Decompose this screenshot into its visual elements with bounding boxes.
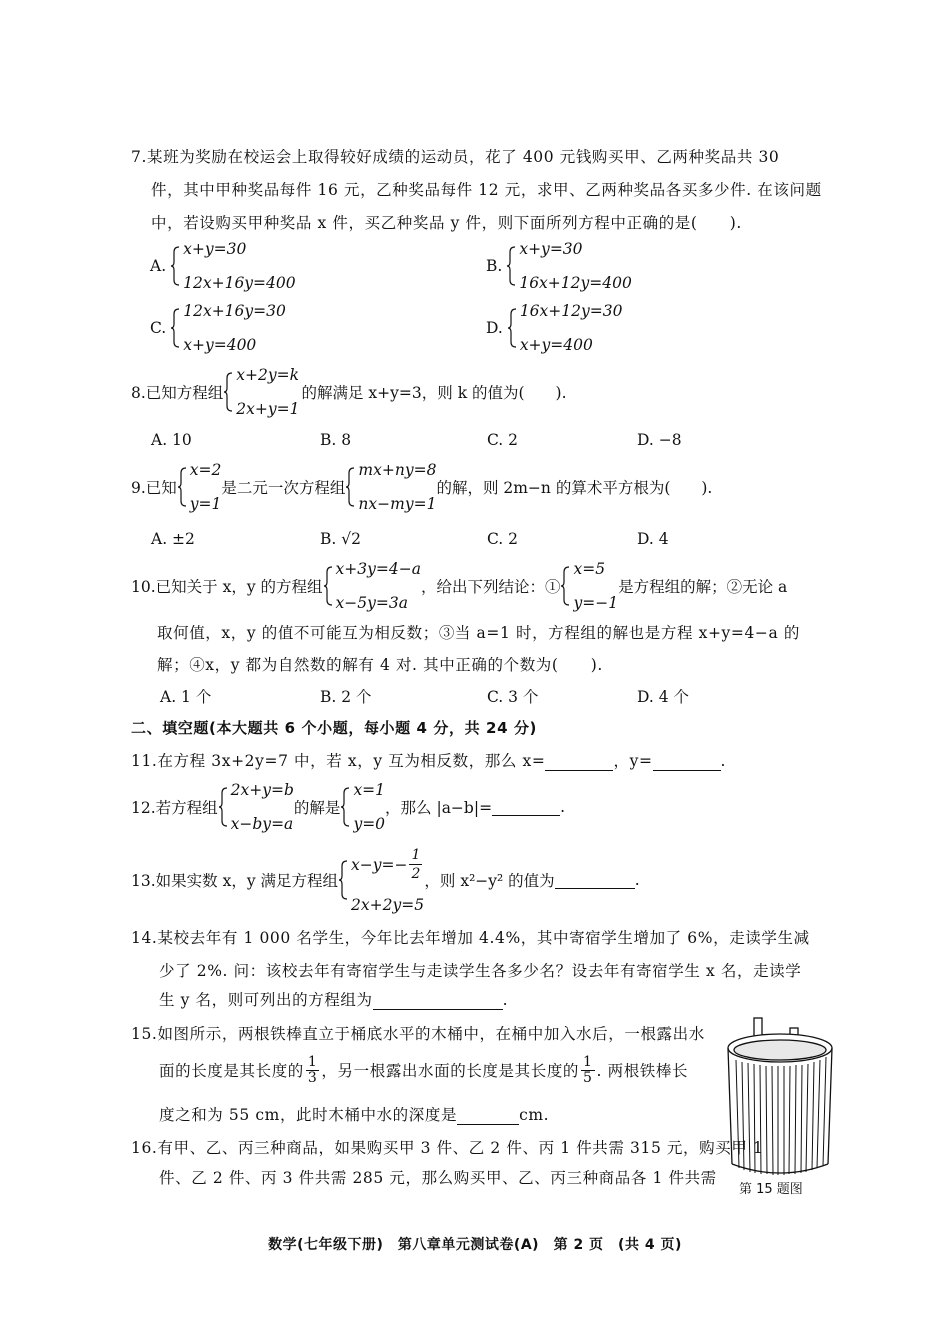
denominator: 2 [411,866,421,882]
brace-icon [177,467,187,507]
q9-option-b: B. √2 [320,530,361,548]
brace-icon [323,566,333,606]
denominator: 5 [583,1070,593,1086]
equation: x+y=30 [183,240,247,258]
q10-option-d: D. 4 个 [637,688,690,706]
equation: y=1 [189,495,222,513]
option-label: B. [486,257,503,275]
equation: 16x+12y=30 [519,302,623,320]
brace-icon [345,467,355,507]
fraction [581,1055,595,1086]
brace-icon [507,308,517,348]
equation: x=1 [353,781,386,799]
equation: x−by=a [230,815,294,833]
q10-line2: 取何值，x，y 的值不可能互为相反数；③当 a=1 时，方程组的解也是方程 x+y=4−a 的 [157,624,800,642]
q7-option-b [486,240,632,292]
equation: 12x+16y=400 [183,274,296,292]
numerator: 1 [307,1054,318,1070]
equation: x=5 [573,560,606,578]
equation: 2x+2y=5 [351,896,425,914]
q15-line3 [159,1105,549,1125]
question-text: 是方程组的解；②无论 a [618,578,788,596]
q10-option-b: B. 2 个 [320,688,372,706]
answer-blank[interactable] [373,993,503,1010]
brace-icon [170,308,180,348]
fraction [306,1055,320,1086]
q9-option-c: C. 2 [487,530,519,548]
answer-blank[interactable] [555,872,635,889]
question-text: ，则 x²−y² 的值为 [424,872,555,890]
q7-line2: 件，其中甲种奖品每件 16 元，乙种奖品每件 12 元，求甲、乙两种奖品各买多少件. 在该问题 [151,181,822,199]
denominator: 3 [307,1070,318,1086]
q10-line3: 解；④x，y 都为自然数的解有 4 对. 其中正确的个数为( ). [157,656,603,674]
q10-stem [131,560,787,612]
equation: mx+ny=8 [358,461,437,479]
q14-line3 [159,990,508,1010]
q16-line1: 16.有甲、乙、丙三种商品，如果购买甲 3 件、乙 2 件、丙 1 件共需 315 元，购买甲 1 [131,1139,764,1157]
q11 [131,751,726,771]
q8-option-c: C. 2 [487,431,519,449]
answer-blank[interactable] [545,754,613,771]
q8-option-d: D. −8 [637,431,682,449]
q12-stem [131,781,565,833]
equation: x−5y=3a [335,594,408,612]
question-text: 的解是 [293,799,341,817]
q9-option-d: D. 4 [637,530,669,548]
q16-line2: 件、乙 2 件、丙 3 件共需 285 元，那么购买甲、乙、丙三种商品各 1 件共需 [159,1169,717,1187]
equation: x+2y=k [236,366,300,384]
equation: nx−my=1 [358,495,437,513]
option-label: A. [150,257,167,275]
q10-option-a: A. 1 个 [160,688,212,706]
option-label: D. [486,319,503,337]
q7-line3: 中，若设购买甲种奖品 x 件，买乙种奖品 y 件，则下面所列方程中正确的是( ). [151,214,742,232]
q14-line1: 14.某校去年有 1 000 名学生，今年比去年增加 4.4%，其中寄宿学生增加了 6%，走读学生减 [131,929,810,947]
q8-option-b: B. 8 [320,431,352,449]
figure-caption: 第 15 题图 [739,1182,803,1197]
equation: 16x+12y=400 [519,274,632,292]
q9-option-a: A. ±2 [151,530,195,548]
q7-line1: 7.某班为奖励在校运会上取得较好成绩的运动员，花了 400 元钱购买甲、乙两种奖品共 30 [131,148,780,166]
q7-option-d [486,302,622,354]
equation: 2x+y=b [230,781,294,799]
question-text: ，另一根露出水面的长度是其长度的 [321,1061,580,1080]
q15-line1: 15.如图所示，两根铁棒直立于桶底水平的木桶中，在桶中加入水后，一根露出水 [131,1025,705,1043]
fraction [409,846,422,883]
question-text: 的解，则 2m−n 的算术平方根为( ). [436,479,713,497]
numerator: 1 [411,847,421,863]
equation: x+y=30 [519,240,583,258]
option-label: C. [150,319,167,337]
equation: x+y=400 [183,336,257,354]
question-text: 的解满足 x+y=3，则 k 的值为( ). [301,384,567,402]
question-text: ，y= [613,752,653,770]
q9-stem [131,461,712,513]
question-text: . 两根铁棒长 [596,1061,689,1080]
brace-icon [170,246,180,286]
question-text: cm. [519,1106,550,1124]
page-footer: 数学(七年级下册) 第八章单元测试卷(A) 第 2 页 (共 4 页) [268,1237,682,1253]
q8-option-a: A. 10 [151,431,192,449]
question-text: 12.若方程组 [131,799,218,817]
question-text: 11.在方程 3x+2y=7 中，若 x，y 互为相反数，那么 x= [131,752,546,770]
q10-option-c: C. 3 个 [487,688,539,706]
question-text: 13.如果实数 x，y 满足方程组 [131,872,339,890]
brace-icon [223,372,233,412]
q8-stem [131,366,567,418]
equation: x=2 [189,461,222,479]
q14-line2: 少了 2%. 问：该校去年有寄宿学生与走读学生各多少名？设去年有寄宿学生 x 名，走读学 [159,962,802,980]
equation: x+3y=4−a [335,560,421,578]
equation: y=0 [353,815,386,833]
question-text: ，给出下列结论：① [420,578,561,596]
numerator: 1 [583,1054,593,1070]
equation: y=−1 [573,594,619,612]
brace-icon [218,787,228,827]
equation: x−y=− [351,855,408,874]
brace-icon [338,847,348,913]
question-text: . [502,991,509,1009]
q15-line2 [159,1055,688,1086]
section-heading: 二、填空题(本大题共 6 个小题，每小题 4 分，共 24 分) [131,719,537,737]
question-text: 面的长度是其长度的 [159,1061,304,1080]
answer-blank[interactable] [457,1108,519,1125]
question-text: 10.已知关于 x，y 的方程组 [131,578,323,596]
brace-icon [340,787,350,827]
answer-blank[interactable] [492,799,560,816]
question-text: 8.已知方程组 [131,384,224,402]
q7-option-a [150,240,296,292]
question-text: 度之和为 55 cm，此时木桶中水的深度是 [159,1106,458,1124]
equation: x+y=400 [519,336,593,354]
brace-icon [560,566,570,606]
question-text: 是二元一次方程组 [221,479,346,497]
equation: 2x+y=1 [236,400,300,418]
question-text: ，那么 |a−b|= [385,799,493,817]
question-text: . [720,752,727,770]
brace-icon [506,246,516,286]
equation: 12x+16y=30 [183,302,286,320]
answer-blank[interactable] [653,754,721,771]
question-text: . [634,871,640,889]
q7-option-c [150,302,286,354]
question-text: . [560,798,565,816]
question-text: 9.已知 [131,479,177,497]
question-text: 生 y 名，则可列出的方程组为 [159,991,373,1009]
q13-stem [131,846,640,914]
